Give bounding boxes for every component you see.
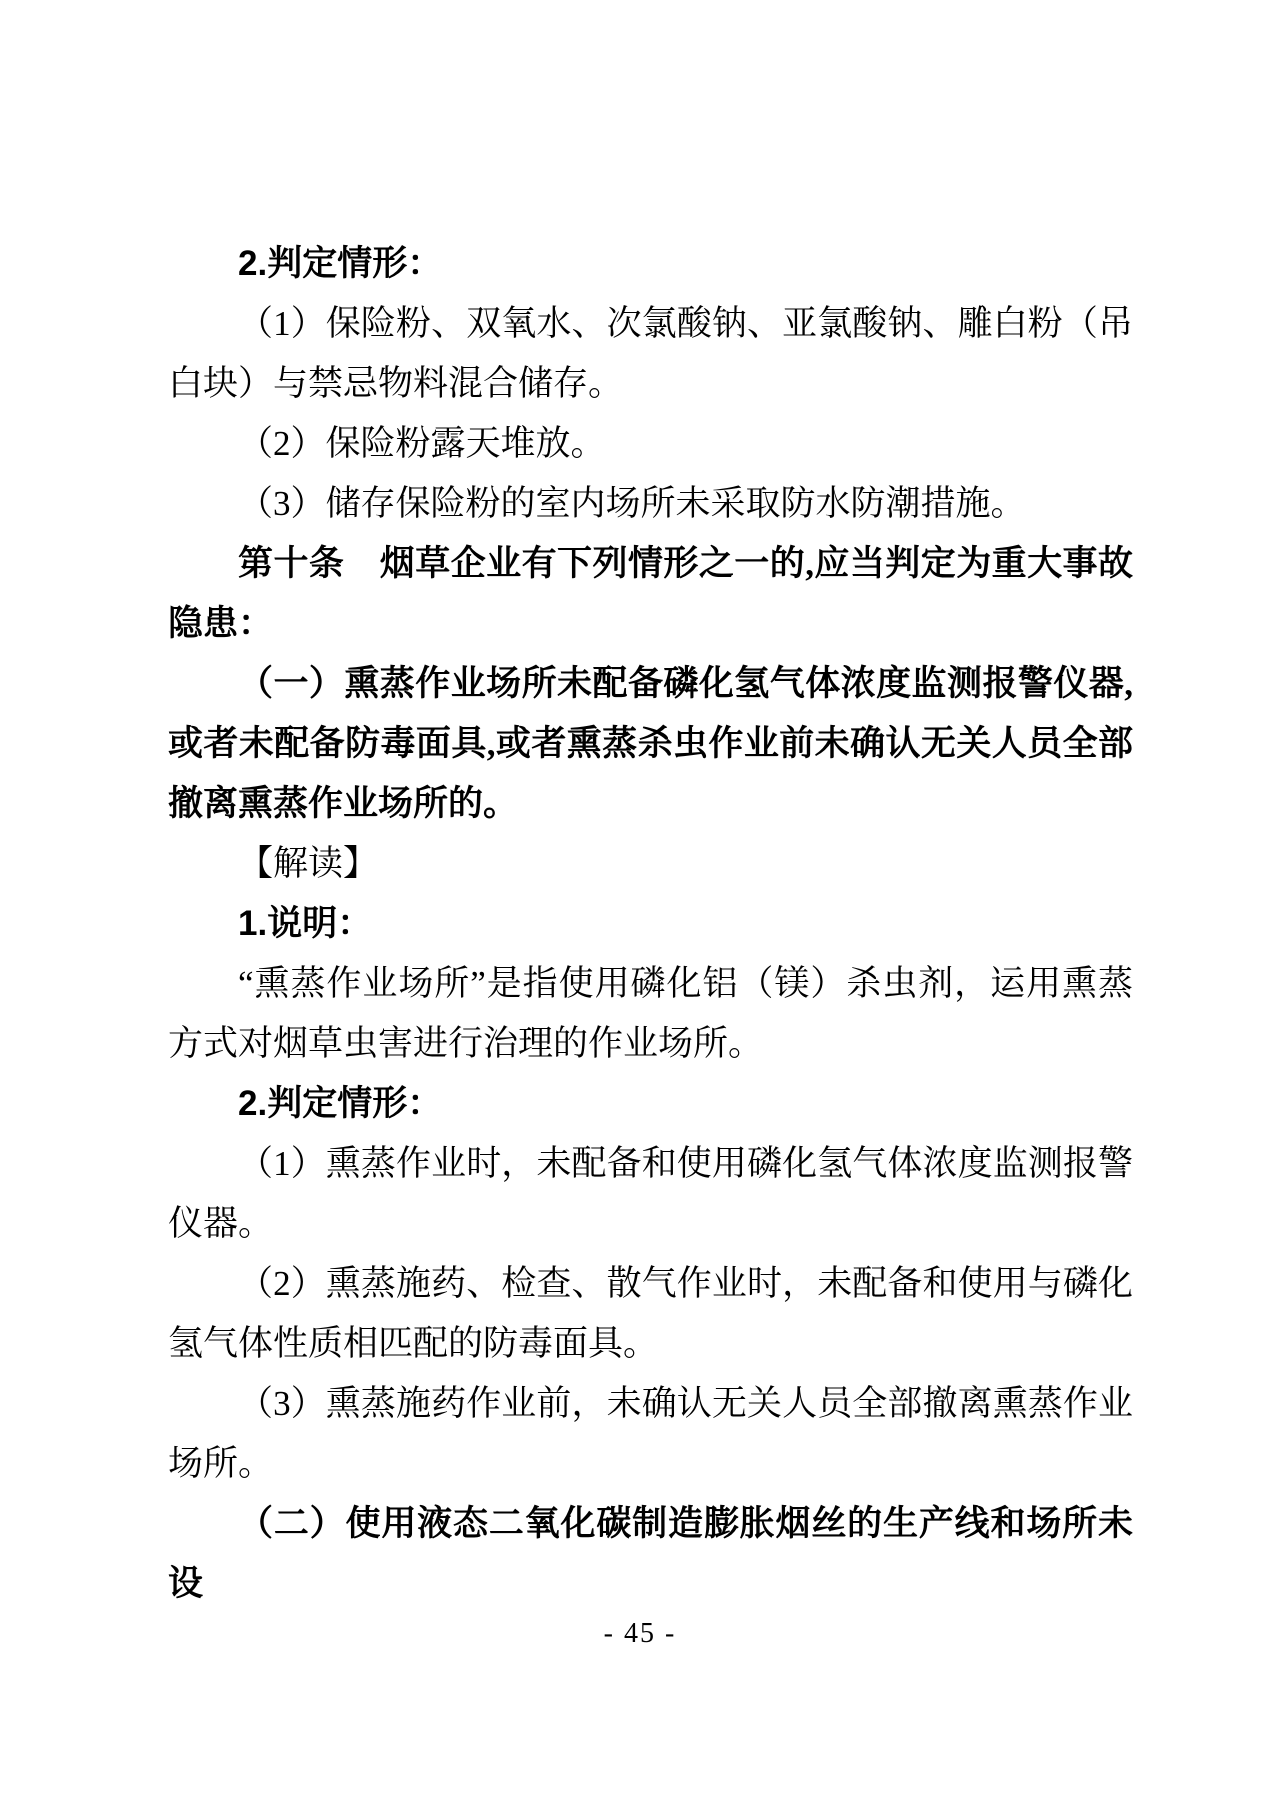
case-1-mixed-storage: （1）保险粉、双氧水、次氯酸钠、亚氯酸钠、雕白粉（吊白块）与禁忌物料混合储存。 (168, 304, 1133, 403)
case-2-no-gas-mask: （2）熏蒸施药、检查、散气作业时，未配备和使用与磷化氢气体性质相匹配的防毒面具。 (168, 1264, 1133, 1363)
case-3-no-waterproof-measures: （3）储存保险粉的室内场所未采取防水防潮措施。 (238, 484, 1026, 523)
heading-judgment-cases-prev-article: 2.判定情形： (238, 244, 443, 283)
explanation-fumigation-site: “熏蒸作业场所”是指使用磷化铝（镁）杀虫剂，运用熏蒸方式对烟草虫害进行治理的作业场所。 (168, 964, 1133, 1063)
heading-judgment-cases: 2.判定情形： (238, 1084, 443, 1123)
document-body (168, 234, 1133, 1614)
page-number: - 45 - (603, 1618, 677, 1649)
item-2-liquid-co2-line: （二）使用液态二氧化碳制造膨胀烟丝的生产线和场所未设 (168, 1504, 1133, 1603)
case-2-open-air-stacking: （2）保险粉露天堆放。 (238, 424, 606, 463)
article-10-heading (168, 534, 1133, 654)
case-1-no-monitoring-device: （1）熏蒸作业时，未配备和使用磷化氢气体浓度监测报警仪器。 (168, 1144, 1133, 1243)
article-10-clause-text: 烟草企业有下列情形之一的,应当判定为重大事故隐患： (168, 544, 1133, 643)
article-10-number: 第十条 (238, 544, 345, 583)
interpretation-label: 【解读】 (238, 844, 379, 883)
case-3-no-evacuation-check: （3）熏蒸施药作业前，未确认无关人员全部撤离熏蒸作业场所。 (168, 1384, 1133, 1483)
heading-explanation: 1.说明： (238, 904, 373, 943)
item-1-fumigation-monitoring: （一）熏蒸作业场所未配备磷化氢气体浓度监测报警仪器,或者未配备防毒面具,或者熏蒸杀虫作业前未确认无关人员全部撤离熏蒸作业场所的。 (168, 664, 1133, 823)
